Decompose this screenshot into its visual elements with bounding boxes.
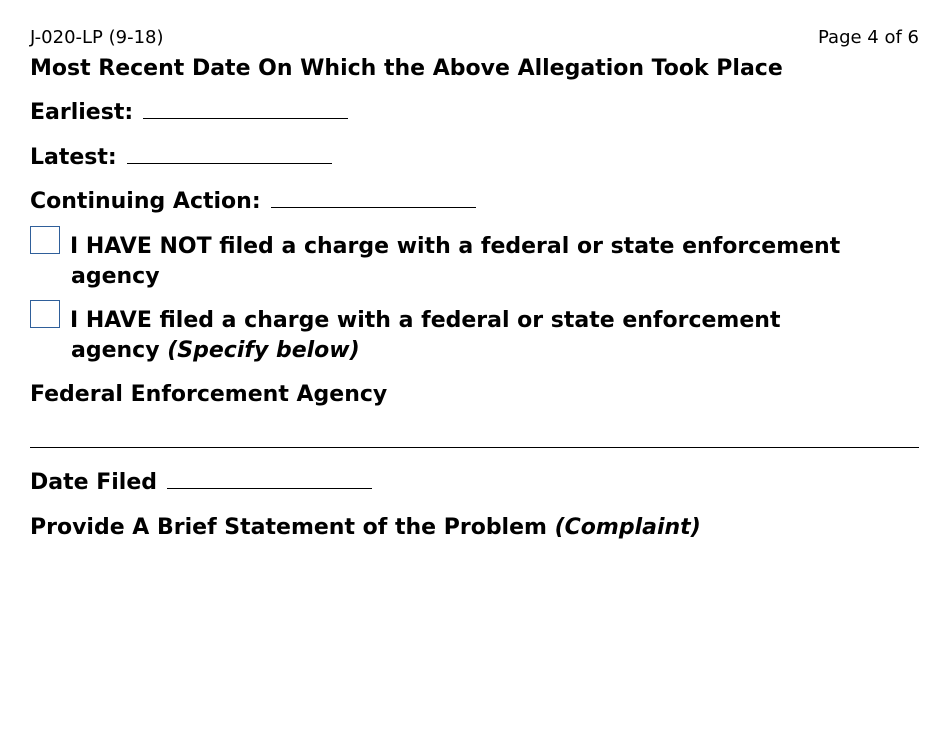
- form-id: J-020-LP (9-18): [30, 27, 164, 48]
- continuing-action-label: Continuing Action:: [30, 189, 261, 214]
- statement-heading: [30, 514, 701, 542]
- statement-label: Provide A Brief Statement of the Problem: [30, 515, 555, 540]
- federal-agency-label: Federal Enforcement Agency: [30, 382, 388, 407]
- filed-text: [70, 306, 930, 366]
- continuing-action-field[interactable]: [271, 206, 476, 208]
- date-filed-row: [30, 469, 372, 497]
- section-title: Most Recent Date On Which the Above Allegation Took Place: [30, 56, 783, 81]
- federal-agency-field[interactable]: [30, 447, 919, 448]
- filed-line1: I HAVE filed a charge with a federal or state enforcement: [70, 308, 781, 333]
- specify-below-note: (Specify below): [167, 338, 360, 363]
- complaint-note: (Complaint): [554, 515, 701, 540]
- date-filed-field[interactable]: [167, 487, 372, 489]
- not-filed-checkbox[interactable]: [30, 226, 60, 254]
- filed-line2-wrap: [70, 336, 930, 366]
- not-filed-text: [70, 232, 930, 292]
- earliest-row: [30, 99, 348, 127]
- filed-line2: agency: [71, 338, 168, 363]
- latest-label: Latest:: [30, 145, 117, 170]
- not-filed-line2-wrap: [70, 262, 930, 292]
- continuing-action-row: [30, 188, 476, 216]
- latest-row: [30, 144, 332, 172]
- page-number: Page 4 of 6: [818, 27, 919, 48]
- filed-checkbox[interactable]: [30, 300, 60, 328]
- not-filed-line1: I HAVE NOT filed a charge with a federal or state enforcement: [70, 234, 841, 259]
- earliest-field[interactable]: [143, 117, 348, 119]
- not-filed-line2: agency: [71, 264, 160, 289]
- latest-field[interactable]: [127, 162, 332, 164]
- earliest-label: Earliest:: [30, 100, 134, 125]
- date-filed-label: Date Filed: [30, 470, 157, 495]
